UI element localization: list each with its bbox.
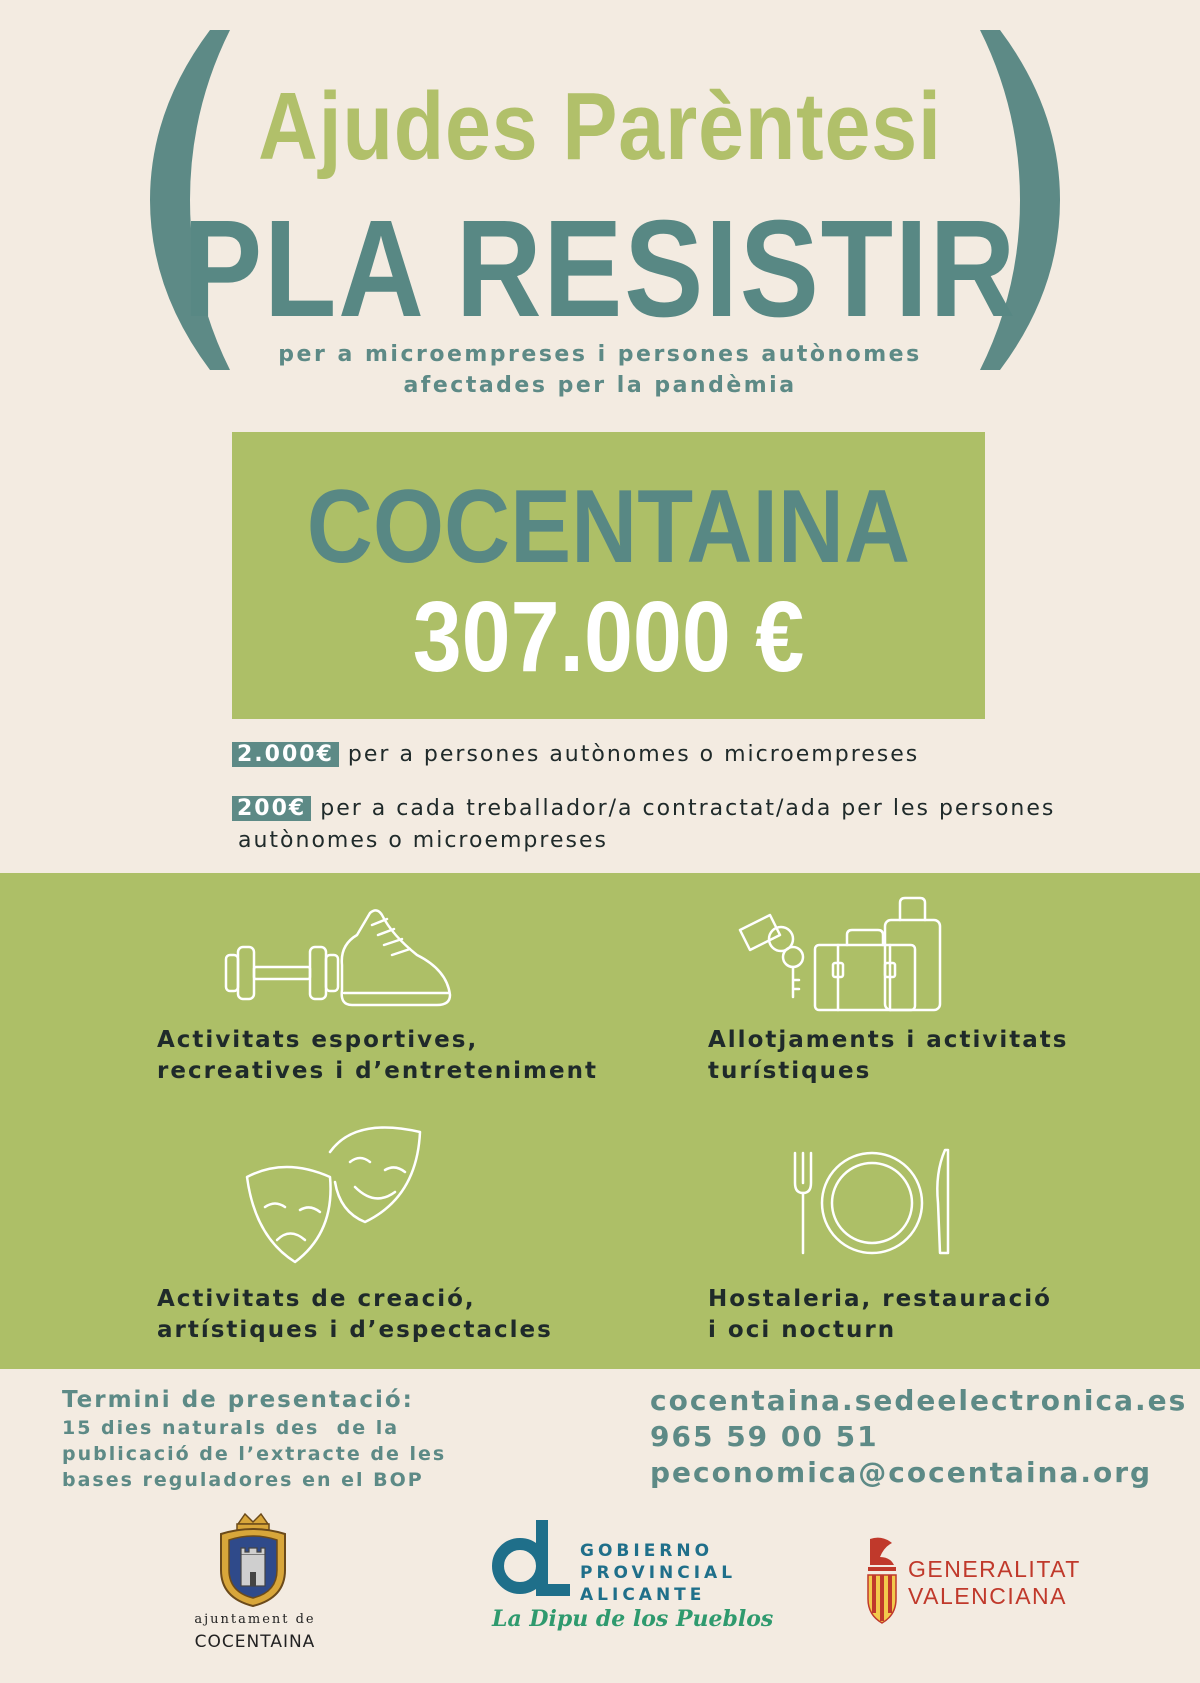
category-arts [157,1284,553,1346]
deadline-body [62,1415,446,1493]
category-hospitality-line1: Hostaleria, restauració [708,1286,1052,1312]
subtitle-line-2: afectades per la pandèmia [403,373,797,398]
diputacion-alicante-logo-icon [492,1518,572,1600]
subtitle-line-1: per a microempreses i persones autònomes [278,342,922,367]
deadline-title: Termini de presentació: [62,1387,414,1413]
cocentaina-coat-of-arms-icon [213,1510,293,1610]
aid-line-1 [232,742,919,767]
diputacion-line-2: PROVINCIAL [580,1563,737,1583]
title-line-1: Ajudes Parèntesi [258,73,942,180]
contact-phone[interactable]: 965 59 00 51 [650,1420,879,1453]
generalitat-line-1: GENERALITAT [908,1556,1081,1582]
aid-badge-2: 200€ [232,796,311,821]
diputacion-tagline: La Dipu de los Pueblos [492,1606,774,1632]
deadline-line-1: 15 dies naturals des de la [62,1417,400,1439]
aid-line-2 [232,796,1055,821]
theatre-masks-icon [245,1112,425,1277]
diputacion-line-3: ALICANTE [580,1585,706,1605]
tourism-icon [735,895,950,1015]
aid-text-1: per a persones autònomes o microempreses [347,742,920,767]
ajuntament-label: ajuntament de [194,1612,316,1627]
category-tourism [708,1025,1068,1087]
deadline-line-2: publicació de l’extracte de les [62,1443,447,1465]
aid-text-2: per a cada treballador/a contractat/ada per les persones [320,796,1056,821]
category-sports-line2: recreatives i d’entreteniment [157,1058,598,1084]
category-hospitality [708,1284,1052,1346]
city-name: COCENTAINA [306,469,911,585]
deadline-line-3: bases reguladores en el BOP [62,1469,424,1491]
ajuntament-name: COCENTAINA [194,1632,316,1652]
dining-icon [790,1148,955,1258]
aid-text-2-continued: autònomes o microempreses [238,828,608,853]
category-sports-line1: Activitats esportives, [157,1027,479,1053]
category-tourism-line1: Allotjaments i activitats [708,1027,1069,1053]
title-line-2: PLA RESISTIR [183,192,1017,346]
category-hospitality-line2: i oci nocturn [708,1317,897,1343]
category-arts-line2: artístiques i d’espectacles [157,1317,553,1343]
contact-email[interactable]: peconomica@cocentaina.org [650,1456,1153,1489]
total-amount: 307.000 € [412,581,805,693]
category-sports [157,1025,598,1087]
highlight-box [232,432,985,719]
category-arts-line1: Activitats de creació, [157,1286,476,1312]
diputacion-line-1: GOBIERNO [580,1541,714,1561]
generalitat-line-2: VALENCIANA [908,1583,1068,1609]
contact-website[interactable]: cocentaina.sedeelectronica.es [650,1384,1188,1417]
aid-badge-1: 2.000€ [232,742,339,767]
generalitat-valenciana-logo-icon [862,1535,902,1625]
sports-icon [222,905,462,1015]
category-tourism-line2: turístiques [708,1058,872,1084]
